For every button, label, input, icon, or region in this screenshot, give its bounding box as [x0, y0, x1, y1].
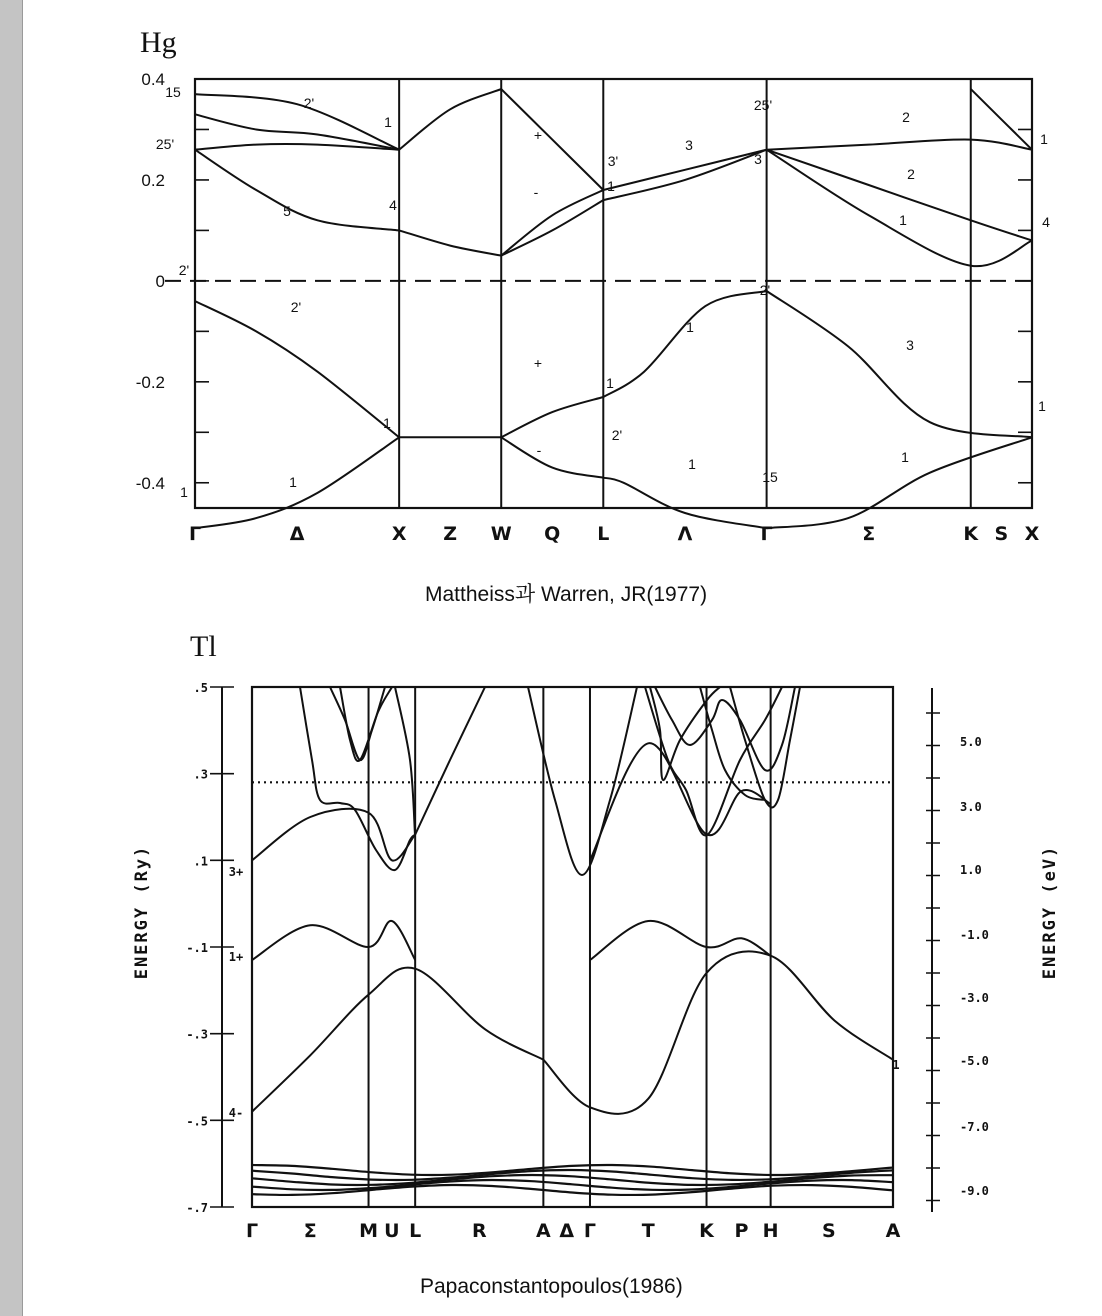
tl-left-axis-title: ENERGY (Ry) [132, 844, 152, 980]
hg-kpoint-label: Q [544, 523, 561, 545]
tl-right-ytick-label: -7.0 [960, 1120, 989, 1134]
tl-ytick-label: -.1 [186, 941, 208, 955]
hg-kpoint-label: K [963, 523, 979, 545]
hg-ytick-label: -0.2 [135, 372, 165, 392]
hg-band-annotation: 1 [607, 178, 615, 194]
tl-upper-band [330, 687, 385, 760]
tl-upper-band [730, 687, 800, 808]
hg-band-annotation: 1 [686, 319, 694, 335]
hg-ytick-label: 0.2 [141, 170, 165, 190]
tl-kpoint-label: T [641, 1220, 655, 1242]
hg-band-w-l-upper [501, 397, 603, 437]
hg-band-w-l-minus [501, 190, 603, 256]
tl-kpoint-label: K [699, 1220, 714, 1242]
tl-band-annotation: 1+ [228, 950, 244, 964]
tl-band-annotation: 1 [892, 1058, 900, 1072]
hg-band-annotation: 1 [1038, 398, 1046, 414]
tl-kpoint-label: A [536, 1220, 551, 1242]
tl-right-ytick-label: 5.0 [960, 735, 982, 749]
hg-band-annotation: 3 [754, 151, 762, 167]
hg-band-annotation: - [533, 184, 539, 200]
tl-band-band-2b [590, 921, 771, 960]
tl-band-chart [132, 681, 1060, 1242]
hg-plot-frame [195, 79, 1032, 508]
tl-kpoint-label: H [762, 1220, 779, 1242]
tl-kpoint-label: Δ [559, 1220, 575, 1242]
hg-band-x-w-1 [399, 89, 501, 150]
hg-band-annotation: + [533, 355, 543, 371]
tl-chart-title: Tl [190, 630, 217, 663]
tl-band-annotation: 3+ [228, 865, 244, 879]
hg-band-annotation: 2 [907, 166, 915, 182]
tl-kpoint-label: A [885, 1220, 901, 1242]
hg-band-w-l-lower [501, 437, 603, 477]
hg-band-annotation: 15 [165, 84, 181, 100]
hg-band-annotation: 1 [180, 484, 188, 500]
tl-right-ytick-label: -9.0 [960, 1184, 989, 1198]
hg-band-annotation: 3 [685, 137, 693, 153]
hg-band-annotation: 5 [283, 203, 291, 219]
tl-kpoint-label: Σ [303, 1220, 317, 1242]
tl-right-ytick-label: 1.0 [960, 863, 982, 877]
hg-band-x-w-4 [399, 230, 501, 255]
tl-kpoint-label: Γ [245, 1220, 259, 1242]
hg-band-annotation: + [533, 127, 543, 143]
tl-ytick-label: -.7 [186, 1201, 208, 1215]
hg-band-annotation: 1 [384, 114, 392, 130]
hg-band-annotation: 3' [607, 153, 619, 169]
tl-kpoint-label: S [822, 1220, 836, 1242]
tl-band-band-3 [252, 809, 415, 861]
tl-ytick-label: .1 [193, 854, 208, 869]
hg-band-valence-1-lower [195, 437, 399, 528]
tl-kpoint-label: R [471, 1220, 487, 1242]
tl-kpoint-label: M [359, 1220, 379, 1242]
hg-band-gamma-k-3 [767, 139, 1032, 149]
hg-band-annotation: 2' [759, 282, 771, 298]
tl-right-ytick-label: -5.0 [960, 1054, 989, 1068]
hg-band-annotation: 2' [611, 427, 623, 443]
tl-ytick-label: -.3 [186, 1027, 208, 1042]
hg-band-l-gamma-1 [603, 150, 766, 200]
hg-band-gamma-x-3 [767, 291, 1032, 437]
hg-band-annotation: 1 [899, 212, 907, 228]
hg-band-annotation: 2' [290, 299, 302, 315]
hg-band-chart [136, 70, 1050, 545]
hg-band-annotation: 1 [1040, 131, 1048, 147]
tl-upper-band [415, 687, 485, 835]
tl-upper-band [655, 687, 795, 771]
tl-upper-band [650, 687, 720, 780]
tl-ytick-label: .3 [193, 767, 208, 782]
hg-band-annotation: 2' [303, 95, 315, 111]
hg-ytick-label: 0.4 [141, 70, 165, 89]
hg-band-annotation: 2' [178, 262, 190, 278]
tl-band-band-3b [590, 743, 771, 860]
tl-band-lowest-b [543, 951, 893, 1114]
hg-band-gamma-x-1-mid [195, 144, 399, 150]
tl-kpoint-label: L [409, 1220, 422, 1242]
hg-band-annotation: 4 [1042, 214, 1050, 230]
hg-band-annotation: 15 [762, 469, 778, 485]
tl-plot-frame [252, 687, 893, 1207]
hg-chart-caption: Mattheiss과 Warren, JR(1977) [425, 583, 708, 606]
hg-kpoint-label: X [391, 523, 407, 545]
tl-kpoint-label: P [734, 1220, 749, 1242]
tl-band-band-2 [252, 921, 415, 960]
hg-band-annotation: 1 [383, 415, 391, 431]
hg-band-gamma-x-1-low [767, 437, 1032, 528]
hg-band-l-gamma-3 [603, 150, 766, 190]
hg-band-l-gamma-upper [603, 291, 766, 397]
hg-kpoint-label: Γ [760, 523, 773, 545]
hg-band-annotation: 4 [389, 197, 397, 213]
hg-band-w-l-plus [501, 200, 603, 256]
hg-band-annotation: 1 [289, 474, 297, 490]
tl-kpoint-label: Γ [583, 1220, 597, 1242]
hg-kpoint-label: Σ [862, 523, 876, 545]
tl-band-lowest [252, 968, 543, 1112]
tl-ytick-label: -.5 [186, 1114, 208, 1129]
hg-band-annotation: 25' [155, 136, 175, 152]
tl-band-annotation: 4- [228, 1106, 244, 1120]
tl-upper-band [300, 687, 415, 870]
hg-band-annotation: 3 [906, 337, 914, 353]
hg-chart-title: Hg [140, 26, 177, 59]
hg-kpoint-label: L [597, 523, 610, 545]
hg-band-gamma-x-5 [195, 150, 399, 231]
hg-band-annotation: 1 [606, 375, 614, 391]
hg-band-w-l-top [501, 89, 603, 190]
tl-upper-band [395, 687, 415, 835]
hg-band-gamma-k-1 [767, 150, 1032, 266]
hg-band-valence-2p [195, 301, 399, 437]
hg-kpoint-label: Δ [289, 523, 305, 545]
hg-kpoint-label: S [994, 523, 1009, 545]
hg-band-annotation: - [536, 442, 542, 458]
tl-right-ytick-label: -1.0 [960, 928, 989, 942]
hg-kpoint-label: Γ [188, 523, 202, 545]
hg-band-annotation: 1 [901, 449, 909, 465]
tl-right-ytick-label: 3.0 [960, 800, 982, 814]
hg-kpoint-label: Z [443, 523, 458, 545]
tl-ytick-label: .5 [193, 681, 208, 695]
hg-ytick-label: 0 [155, 271, 165, 291]
tl-kpoint-label: U [384, 1220, 400, 1242]
hg-band-annotation: 25' [753, 97, 773, 113]
hg-kpoint-label: W [490, 523, 512, 545]
hg-band-l-gamma-lower [603, 478, 766, 529]
tl-right-ytick-label: -3.0 [960, 991, 989, 1005]
tl-right-axis-title: ENERGY (eV) [1040, 844, 1060, 980]
tl-chart-caption: Papaconstantopoulos(1986) [420, 1275, 683, 1298]
hg-band-annotation: 2 [902, 109, 910, 125]
hg-band-annotation: 1 [688, 456, 696, 472]
hg-ytick-label: -0.4 [135, 473, 165, 493]
hg-kpoint-label: Λ [677, 523, 693, 545]
hg-kpoint-label: X [1024, 523, 1040, 545]
